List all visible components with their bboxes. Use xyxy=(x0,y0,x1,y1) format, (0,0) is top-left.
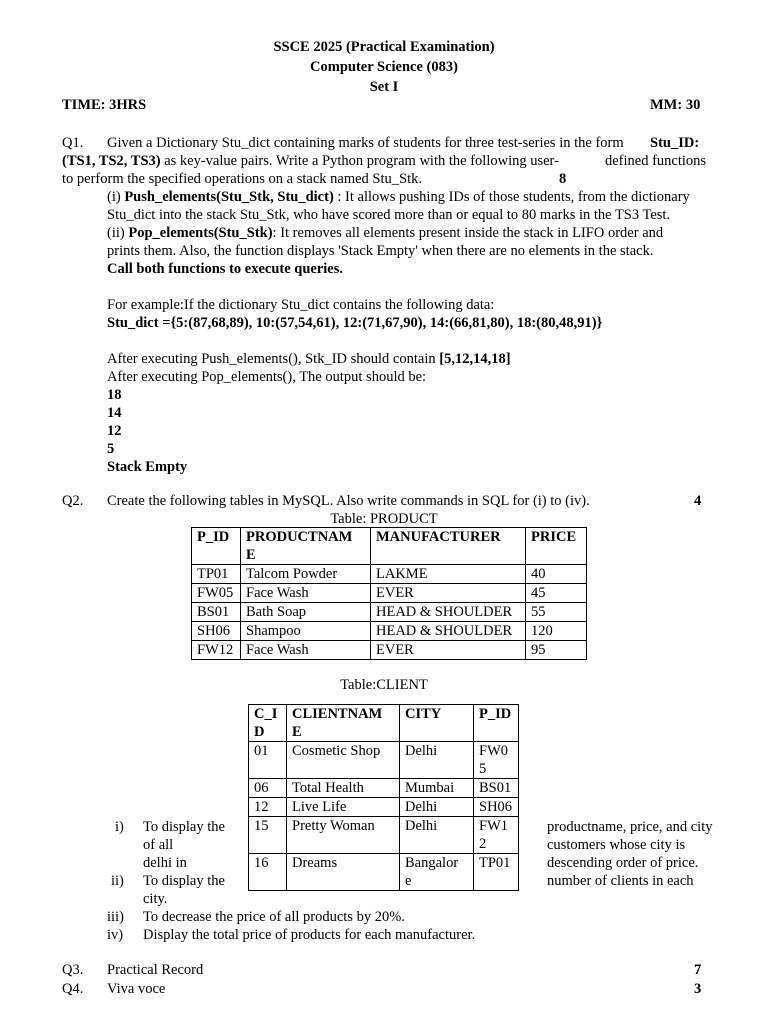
table-cell: EVER xyxy=(371,584,526,603)
table-cell: 55 xyxy=(526,603,587,622)
table-cell: HEAD & SHOULDER xyxy=(371,622,526,641)
table-cell: TP01 xyxy=(192,565,241,584)
table-cell: 16 xyxy=(249,854,287,891)
column-header: P_ID xyxy=(474,705,519,742)
table-cell: Bangalor e xyxy=(400,854,474,891)
table-cell: Mumbai xyxy=(400,779,474,798)
table-cell: 06 xyxy=(249,779,287,798)
table-cell: Delhi xyxy=(400,742,474,779)
q1-output-line: 5 xyxy=(107,441,115,457)
table-cell: Shampoo xyxy=(241,622,371,641)
set-title: Set I xyxy=(369,79,399,95)
table-cell: Cosmetic Shop xyxy=(287,742,400,779)
max-marks-label: MM: 30 xyxy=(650,97,701,113)
table-cell: SH06 xyxy=(192,622,241,641)
q1-i-func: Push_elements(Stu_Stk, Stu_dict) xyxy=(124,189,334,205)
table-cell: 15 xyxy=(249,817,287,854)
q1-push-result: [5,12,14,18] xyxy=(439,351,511,367)
table-row xyxy=(192,584,587,603)
table-cell: 120 xyxy=(526,622,587,641)
column-header: PRICE xyxy=(526,528,587,565)
q1-call-instruction: Call both functions to execute queries. xyxy=(107,261,344,277)
table-cell: EVER xyxy=(371,641,526,660)
q1-dict-example: Stu_dict ={5:(87,68,89), 10:(57,54,61), 12:(71,67,90), 14:(66,81,80), 18:(80,48,91)} xyxy=(107,315,603,331)
table-cell: 95 xyxy=(526,641,587,660)
table-cell: 45 xyxy=(526,584,587,603)
q1-marks: 8 xyxy=(559,171,567,187)
subject-title: Computer Science (083) xyxy=(310,59,458,75)
column-header: C_I D xyxy=(249,705,287,742)
column-header: PRODUCTNAM E xyxy=(241,528,371,565)
column-header: P_ID xyxy=(192,528,241,565)
table-cell: Bath Soap xyxy=(241,603,371,622)
client-table-caption: Table:CLIENT xyxy=(340,677,428,693)
q1-part-ii xyxy=(107,224,663,242)
table-cell: LAKME xyxy=(371,565,526,584)
q1-output-line: 12 xyxy=(107,423,122,439)
q2-item-i-left: delhi in xyxy=(143,855,187,871)
table-row xyxy=(249,742,519,779)
table-cell: Total Health xyxy=(287,779,400,798)
q1-i-text2: Stu_dict into the stack Stu_Stk, who have scored more than or equal to 80 marks in the TS3 Test. xyxy=(107,207,671,223)
table-cell: BS01 xyxy=(474,779,519,798)
table-header-row xyxy=(249,705,519,742)
q1-intro-d: as key-value pairs. Write a Python program with the following user- xyxy=(164,153,559,169)
q2-item-iii-text: To decrease the price of all products by 20%. xyxy=(143,909,405,925)
q1-output-line: 14 xyxy=(107,405,122,421)
q1-ii-func: Pop_elements(Stu_Stk) xyxy=(128,225,273,241)
table-cell: Live Life xyxy=(287,798,400,817)
table-cell: Delhi xyxy=(400,817,474,854)
q1-intro-c: (TS1, TS2, TS3) xyxy=(62,153,161,169)
q1-intro-f: to perform the specified operations on a stack named Stu_Stk. xyxy=(62,171,422,187)
product-table xyxy=(191,527,587,660)
q2-item-ii-number: ii) xyxy=(111,873,124,889)
q4-number: Q4. xyxy=(62,981,84,997)
q1-part-i xyxy=(107,188,690,206)
q3-number: Q3. xyxy=(62,962,84,978)
table-row xyxy=(192,622,587,641)
table-cell: BS01 xyxy=(192,603,241,622)
table-cell: 40 xyxy=(526,565,587,584)
table-cell: SH06 xyxy=(474,798,519,817)
q1-i-prefix: (i) xyxy=(107,189,121,205)
column-header: CITY xyxy=(400,705,474,742)
table-row xyxy=(192,603,587,622)
q3-marks: 7 xyxy=(694,962,702,978)
table-cell: Face Wash xyxy=(241,641,371,660)
table-cell: 01 xyxy=(249,742,287,779)
table-cell: Dreams xyxy=(287,854,400,891)
q1-after-push xyxy=(107,350,511,368)
q1-i-text1: : It allows pushing IDs of those students, from the dictionary xyxy=(337,189,690,205)
q1-output-line: 18 xyxy=(107,387,122,403)
client-table xyxy=(248,704,519,891)
table-cell: FW05 xyxy=(192,584,241,603)
q2-item-ii-left: To display the xyxy=(143,873,225,889)
q4-text: Viva voce xyxy=(107,981,166,997)
q1-output-line: Stack Empty xyxy=(107,459,188,475)
table-cell: 12 xyxy=(249,798,287,817)
q1-ii-text2: prints them. Also, the function displays 'Stack Empty' when there are no elements in the stack. xyxy=(107,243,654,259)
q2-item-iii-number: iii) xyxy=(107,909,124,925)
q1-ii-text1: : It removes all elements present inside the stack in LIFO order and xyxy=(272,225,664,241)
q2-text: Create the following tables in MySQL. Also write commands in SQL for (i) to (iv). xyxy=(107,493,590,509)
q1-intro-b: Stu_ID: xyxy=(650,135,700,151)
q2-item-ii-right: number of clients in each xyxy=(547,873,694,889)
q2-item-i-right: descending order of price. xyxy=(547,855,699,871)
table-cell: FW1 2 xyxy=(474,817,519,854)
q2-item-iv-text: Display the total price of products for each manufacturer. xyxy=(143,927,476,943)
q2-item-i-number: i) xyxy=(115,819,124,835)
exam-title: SSCE 2025 (Practical Examination) xyxy=(273,39,495,55)
table-row xyxy=(192,565,587,584)
table-row xyxy=(249,854,519,891)
table-cell: Pretty Woman xyxy=(287,817,400,854)
table-header-row xyxy=(192,528,587,565)
q1-intro-a: Given a Dictionary Stu_dict containing marks of students for three test-series in the form xyxy=(107,135,624,151)
q1-intro-line2 xyxy=(62,152,559,170)
q1-number: Q1. xyxy=(62,135,84,151)
q1-after-pop: After executing Pop_elements(), The output should be: xyxy=(107,369,427,385)
table-cell: Delhi xyxy=(400,798,474,817)
table-cell: FW12 xyxy=(192,641,241,660)
q3-text: Practical Record xyxy=(107,962,204,978)
table-row xyxy=(249,779,519,798)
table-cell: Talcom Powder xyxy=(241,565,371,584)
q2-item-ii-left: city. xyxy=(143,891,168,907)
q2-item-i-right: customers whose city is xyxy=(547,837,686,853)
q2-item-i-right: productname, price, and city xyxy=(547,819,713,835)
table-cell: HEAD & SHOULDER xyxy=(371,603,526,622)
product-table-caption: Table: PRODUCT xyxy=(330,511,438,527)
q1-after-push-text: After executing Push_elements(), Stk_ID should contain xyxy=(107,351,436,367)
q1-intro-e: defined functions xyxy=(605,153,707,169)
q2-marks: 4 xyxy=(694,493,702,509)
column-header: MANUFACTURER xyxy=(371,528,526,565)
table-cell: Face Wash xyxy=(241,584,371,603)
column-header: CLIENTNAM E xyxy=(287,705,400,742)
q2-item-i-left: To display the xyxy=(143,819,225,835)
table-cell: FW0 5 xyxy=(474,742,519,779)
q2-number: Q2. xyxy=(62,493,84,509)
table-row xyxy=(192,641,587,660)
q1-ii-prefix: (ii) xyxy=(107,225,125,241)
table-cell: TP01 xyxy=(474,854,519,891)
q2-item-iv-number: iv) xyxy=(107,927,124,943)
table-row xyxy=(249,817,519,854)
q4-marks: 3 xyxy=(694,981,702,997)
table-row xyxy=(249,798,519,817)
q1-example: For example:If the dictionary Stu_dict contains the following data: xyxy=(107,297,495,313)
q2-item-i-left: of all xyxy=(143,837,174,853)
time-label: TIME: 3HRS xyxy=(62,97,147,113)
